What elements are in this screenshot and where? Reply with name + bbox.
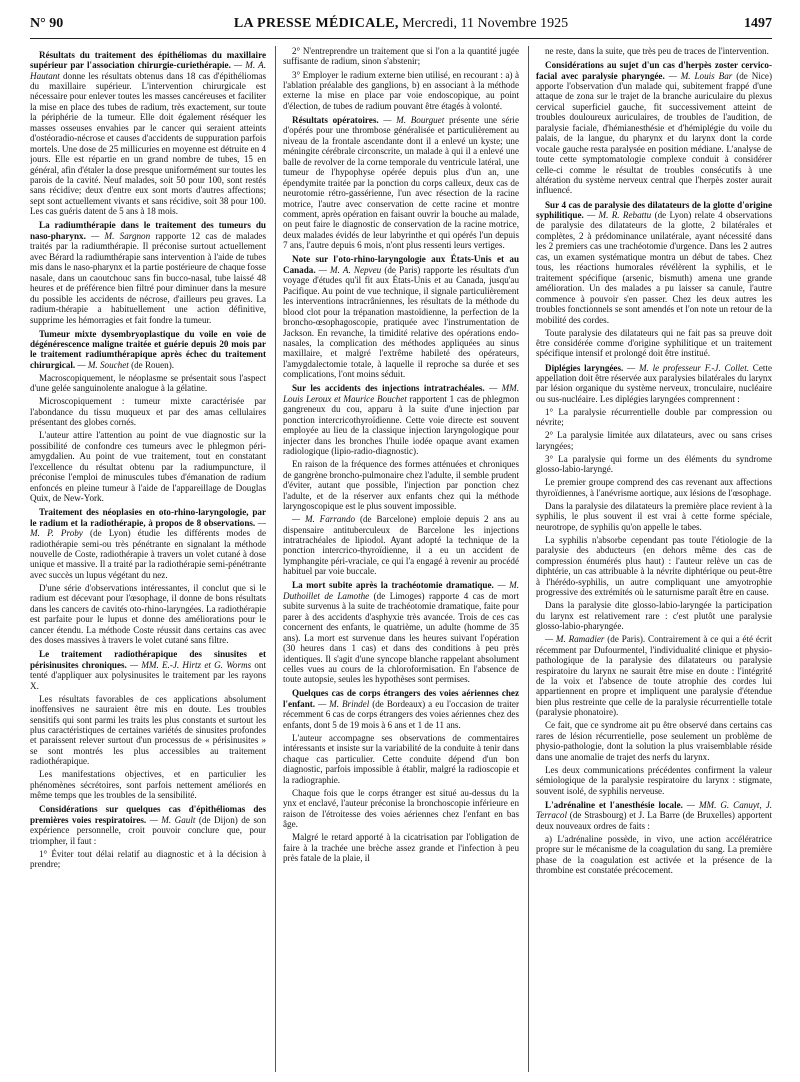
paragraph	[536, 834, 772, 876]
author-name: — M. Louis Bar	[668, 70, 733, 81]
paragraph-text: (de Strasbourg) et J. La Barre (de Bruxelles) apportent deux nouveaux ordres de faits :	[536, 810, 772, 831]
paragraph-text: (de Lyon) étudie les différents modes de radiothérapie semi-ou très pénétrante en signalant la méthode nouvelle de Coste, radiothérapie à travers un volet cutané à dose unique et massive. Il a traité par la radiothérapie semi-pénétrante avec succès un lupus végétant du nez.	[30, 528, 266, 580]
section-title: La mort subite après la trachéotomie dramatique.	[292, 580, 494, 591]
paragraph-text: Le premier groupe comprend des cas revenant aux affections thyroïdiennes, à l'anévrisme aortique, aux lésions de l'œsophage.	[536, 477, 772, 498]
paragraph	[536, 407, 772, 428]
section-paragraph	[30, 50, 266, 217]
section-paragraph	[536, 200, 772, 325]
paragraph-text: Les deux communications précédentes confirment la valeur sémiologique de la paralysie respiratoire du larynx : stigmate, souvent isolé, de syphilis nerveuse.	[536, 764, 772, 796]
paragraph-text: Les manifestations objectives, et en particulier les phénomènes sécrétoires, sont parfois nettement améliorés en même temps que les troubles de la sensibilité.	[30, 769, 266, 801]
author-name: — M. Bourguet	[383, 114, 445, 125]
paragraph-text: En raison de la fréquence des formes atténuées et chroniques de gangrène broncho-pulmonaire chez l'adulte, il semble prudent d'éviter, autant que possible, l'injection par ponction chez l'adulte, et de la réserver aux enfants chez qui la méthode laryngoscopique est le plus souvent impossible.	[283, 459, 519, 511]
section-title: Le traitement radiothérapique des sinusites et périsinusites chroniques.	[30, 649, 266, 670]
paragraph	[30, 694, 266, 767]
paragraph-text: Microscopiquement : tumeur mixte caractérisée par l'abondance du tissu muqueux et par des amas cellulaires présentant des globes cornés.	[30, 396, 266, 428]
section-title: Considérations sur quelques cas d'épithéliomas des premières voies respiratoires.	[30, 804, 266, 825]
paragraph-text: Toute paralysie des dilatateurs qui ne fait pas sa preuve doit être considérée comme d'origine syphilitique et un traitement spécifique intensif et prolongé doit être institué.	[536, 327, 772, 359]
paragraph-text: (de Rouen).	[131, 359, 174, 370]
paragraph-text: (de Bordeaux) a eu l'occasion de traiter récemment 6 cas de corps étrangers des voies aériennes chez des enfants, dont 5 de 19 mois à 6 ans et 1 de 11 ans.	[283, 698, 519, 730]
paragraph-text: Macroscopiquement, le néoplasme se présentait sous l'aspect d'une gelée sanguinolente analogue à la gélatine.	[30, 372, 266, 394]
section-title: Tumeur mixte dysembryoplastique du voile en voie de dégénérescence maligne traitée et guérie depuis 20 mois par le traitement radiumthérapique après échec du traitement chirurgical.	[30, 328, 266, 370]
paragraph-text: (de Paris). Contrairement à ce qui a été écrit récemment par Dufourmentel, l'individualité clinique et physio-pathologique de la paralysie des dilatateurs ou paralysie respiratoire du larynx ne saurait être mise en doute : l'intégrité de la voix et l'absence de toute atrophie des cordes lui appartiennent en propre et impliquent une paralysie d'étendue bien plus restreinte que celle de la paralysie récurrentielle totale (paralysie phonatoire).	[536, 634, 772, 718]
paragraph	[536, 600, 772, 631]
section-paragraph	[30, 649, 266, 691]
paragraph-text: Dans la paralysie des dilatateurs la première place revient à la syphilis, le plus souvent il est vrai à cette forme spéciale, neurotrope, de syphilis qu'on appelle le tabes.	[536, 500, 772, 532]
author-name: — M. Souchet	[77, 359, 129, 370]
author-name: — M. Duthoillet de Lamothe	[283, 580, 519, 601]
column-1	[30, 46, 266, 1072]
section-paragraph	[30, 507, 266, 580]
paragraph-text: 3° La paralysie qui forme un des éléments du syndrome glosso-labio-laryngé.	[536, 453, 772, 475]
paragraph-text: (de Lyon) relate 4 observations de paralysie des dilatateurs de la glotte, 2 bilatérales et complètes, 2 à prédominance unilatérale, ayant nécessité dans les 2 premiers cas une trachéotomie d'urgence. Dans les 2 autres cas, un examen systématique montra un début de tabes. Chez tous, les réactions humorales révélèrent la syphilis, et le traitement spécifique (arsenic, bismuth) amena une grande amélioration. Un des malades a pu laisser sa canule, l'autre commence à pouvoir s'en passer. Chez les deux autres les troubles fonctionnels se sont amendés et l'on note un retour de la mobilité des cordes.	[536, 209, 772, 325]
paragraph-text: Ce fait, que ce syndrome ait pu être observé dans certains cas rares de lésion récurrentielle, pose seulement un problème de physio-pathologie, dont la solution la plus vraisemblable réside dans une anomalie de trajet des nerfs du larynx.	[536, 720, 772, 762]
section-paragraph	[536, 363, 772, 405]
paragraph	[283, 459, 519, 511]
paragraph	[536, 765, 772, 796]
paragraph	[30, 373, 266, 394]
paragraph-text: rapporte 12 cas de malades traités par la radiumthérapie. Il préconise surtout actuellement avec Bérard la radiumthérapie sans intervention à l'aide de tubes mis dans le naso-pharynx et la partie postérieure de chaque fosse nasale, dans un caoutchouc sans fin bucco-nasal, tube laissé 48 heures et de préférence bien filtré pour diminuer dans la mesure du possible les accidents de nécrose, d'ailleurs peu graves. La radium-thérapie a habituellement une action définitive, supprime les hémorragies et fait fondre la tumeur.	[30, 230, 266, 325]
section-title: Résultats opératoires.	[292, 114, 379, 125]
page-number-right: 1497	[744, 16, 772, 31]
paragraph-text: (de Dijon) de son expérience personnelle, croit pouvoir conclure que, pour triompher, il faut :	[30, 814, 266, 846]
section-title: L'adrénaline et l'anesthésie locale.	[545, 799, 683, 810]
author-name: — M. le professeur F.-J. Collet.	[627, 362, 750, 373]
section-paragraph	[283, 688, 519, 730]
author-name: — MM. E.-J. Hirtz et G. Worms	[130, 659, 252, 670]
section-title: Diplégies laryngées.	[545, 362, 624, 373]
paragraph-text: 2° N'entreprendre un traitement que si l'on a la quantité jugée suffisante de radium, sinon s'abstenir;	[283, 46, 519, 67]
paragraph-text: (de Barcelone) emploie depuis 2 ans au dispensaire antituberculeux de Barcelone les injections intratrachéales de lipiodol. Ayant adopté la technique de la ponction intercrico-thyroïdienne, il a eu un accident de lymphangite péri-vraciale, ce qui l'a engagé à revenir au procédé habituel par voie buccale.	[283, 514, 519, 577]
author-name: — M. A. Hautant	[30, 60, 266, 81]
section-paragraph	[30, 329, 266, 371]
section-title: Résultats du traitement des épithéliomas du maxillaire supérieur par l'association chirurgie-curiethérapie.	[30, 49, 266, 71]
paragraph-text: donne les résultats obtenus dans 18 cas d'épithéliomas du maxillaire supérieur. L'intervention chirurgicale est nécessaire pour enlever toutes les masses cancéreuses et faciliter la mise en place des tubes de radium, très exactement, sur toute la périphérie de la tumeur. Elle doit également réséquer les masses osseuses envahies par le cancer qui seraient atteints d'ostéoradio-nécrose et causes d'accidents de suppuration parfois mortels. Une dose de 25 millicuries en moyenne est détruite en 4 jours. Elle est répartie en un grand nombre de tubes, 15 en général, afin d'étaler la dose presque uniformément sur toutes les parois de la cavité. Neuf malades, soit 50 pour 100, sont restés sans récidive; deux d'entre eux sont morts d'autres affections; sept sont actuellement vivants et sans récidive, soit 38 pour 100. Les cas guéris datent de 5 ans à 18 mois.	[30, 70, 266, 217]
paragraph-text: D'une série d'observations intéressantes, il conclut que si le radium est décevant pour l'œsophage, il donne de bons résultats dans les cancers de cavités oto-rhino-laryngées. La radiothérapie est parfaite pour le lupus et donne des améliorations pour le cancer étendu. La méthode Coste réussit dans certains cas avec des doses massives à travers le volet cutané sans filtre.	[30, 582, 266, 646]
paragraph	[30, 430, 266, 503]
section-paragraph	[30, 804, 266, 846]
paragraph	[536, 634, 772, 718]
paragraph	[30, 849, 266, 870]
paragraph-text: 3° Employer le radium externe bien utilisé, en recourant : a) à l'ablation préalable des ganglions, b) en associant à la méthode externe la mise en place par voie endoscopique, au point d'élection, de tubes de radium pouvant être étagés à volonté.	[283, 69, 519, 111]
text-columns	[30, 46, 772, 1072]
paragraph-text: (de Limoges) rapporte 4 cas de mort subite survenus à la suite de trachéotomie dramatique, faite pour parer à des accidents d'asphyxie très avancée. Trois de ces cas concernent des enfants, le quatrième, un adulte (homme de 35 ans). La mort est survenue dans les heures suivant l'opération (30 heures dans 1 cas) et dans des conditions à peu près identiques. Il s'agit d'une syncope blanche rappelant absolument celles vues au cours de la chloroformisation. En l'absence de toute autopsie, seules les hypothèses sont permises.	[283, 590, 519, 685]
section-paragraph	[536, 800, 772, 831]
paragraph	[536, 477, 772, 498]
author-name: — MM. G. Canuyt, J. Terracol	[536, 799, 772, 821]
column-divider	[528, 46, 529, 1072]
paragraph	[536, 501, 772, 532]
paragraph	[536, 430, 772, 451]
author-name: — M. Brindel	[318, 698, 370, 709]
author-name: — M. P. Proby	[30, 517, 266, 539]
section-paragraph	[283, 254, 519, 379]
paragraph-text: Dans la paralysie dite glosso-labio-laryngée la participation du larynx est relativement rare : c'est plutôt une paralysie glosso-labio-pharyngée.	[536, 600, 772, 632]
paragraph	[283, 70, 519, 112]
paragraph-text: Les résultats favorables de ces applications absolument inoffensives ne sauraient être mis en doute. Les troubles sensitifs qui sont parmi les traits les plus constants et surtout les plus caractéristiques de certaines variétés de sinusites profondes et paraissent relever surtout d'un processus de « périsinusites » se sont montrés les plus accessibles au traitement radiothérapique.	[30, 693, 266, 767]
paragraph-text: 1° Éviter tout délai relatif au diagnostic et à la décision à prendre;	[30, 848, 266, 870]
journal-name: LA PRESSE MÉDICALE,	[233, 16, 399, 31]
paragraph-text: (de Paris) rapporte les résultats d'un voyage d'études qu'il fit aux États-Unis et au Canada, jusqu'au Pacifique. Au point de vue technique, il signale particulièrement les interventions intracrâniennes, les résultats de la méthode du blood clot pour la trépanation mastoïdienne, la perfection de la broncho-œsophagoscopie, pratiquée avec l'instrumentation de Jackson. En revanche, la timidité relative des opérations endo-nasales, la complication des méthodes appliquées au sinus maxillaire, et malgré l'extrême habileté des opérateurs, l'amygdalectomie totale, à laquelle il reproche sa durée et ses complications, l'ont moins séduit.	[283, 264, 519, 380]
paragraph-text: ont tenté d'appliquer aux polysinusites le traitement par les rayons X.	[30, 659, 266, 691]
section-title: Note sur l'oto-rhino-laryngologie aux États-Unis et au Canada.	[283, 254, 519, 275]
paragraph	[283, 788, 519, 830]
paragraph	[536, 535, 772, 598]
paragraph	[30, 583, 266, 646]
author-name: — M. Sargnon	[91, 230, 151, 241]
paragraph-text: a) L'adrénaline possède, in vivo, une action accélératrice propre sur le mécanisme de la coagulation du sang. La première phase de la coagulation est activée et la présence de la thrombine est constatée précocement.	[536, 833, 772, 876]
paragraph-text: L'auteur attire l'attention au point de vue diagnostic sur la possibilité de confondre ces tumeurs avec le phlegmon péri-amygdalien. Au point de vue traitement, tout en constatant l'excellence du résultat obtenu par la radiumpuncture, il préconise l'emploi de minuscules tubes d'émanation de radium enfoncés en pleine tumeur à l'aide de l'appareillage de Douglas Quix, de New-York.	[30, 430, 266, 504]
section-title: Considérations au sujet d'un cas d'herpès zoster cervico-facial avec paralysie pharyngée.	[536, 60, 772, 81]
author-name: — M. A. Nepveu	[318, 264, 382, 275]
paragraph	[30, 396, 266, 427]
paragraph	[536, 720, 772, 762]
author-name: — M. R. Rebattu	[587, 209, 652, 220]
section-paragraph	[283, 383, 519, 456]
paragraph-text: Chaque fois que le corps étranger est situé au-dessus du la ynx et enclavé, l'auteur préconise la bronchoscopie inférieure en raison de l'étroitesse des voies aériennes chez l'enfant en bas âge.	[283, 787, 519, 830]
page-number-left: N° 90	[30, 16, 64, 31]
section-paragraph	[283, 115, 519, 251]
paragraph	[536, 454, 772, 475]
running-title	[30, 16, 772, 32]
paragraph-text: 1° La paralysie récurrentielle double par compression ou névrite;	[536, 406, 772, 428]
paragraph-text: rapportent 1 cas de phlegmon gangreneux du cou, apparu à la suite d'une injection par ponction intercricothyroïdienne. Cette voie directe est souvent employée au lieu de la classique injection laryngologique pour injecter dans les bronches l'huile iodée opaque avant examen radiologique (lipio-radio-diagnostic).	[283, 393, 519, 457]
section-title: Traitement des néoplasies en oto-rhino-laryngologie, par le radium et la radiothérapie, à propos de 8 observations.	[30, 507, 266, 528]
paragraph	[283, 832, 519, 863]
paragraph-text: Cette appellation doit être réservée aux paralysies bilatérales du larynx par lésion organique du système nerveux, tronculaire, nucléaire ou sus-nucléaire. Les diplégies laryngées comprennent :	[536, 362, 772, 404]
section-paragraph	[536, 60, 772, 196]
paragraph	[536, 46, 772, 56]
section-title: Quelques cas de corps étrangers des voies aériennes chez l'enfant.	[283, 688, 519, 709]
section-title: Sur 4 cas de paralysie des dilatateurs de la glotte d'origine syphilitique.	[536, 199, 772, 220]
section-paragraph	[30, 220, 266, 325]
column-3	[536, 46, 772, 1072]
paragraph	[30, 769, 266, 800]
paragraph	[283, 733, 519, 785]
page-header	[30, 12, 772, 39]
paragraph	[536, 328, 772, 359]
author-name: — M. Gault	[149, 814, 196, 825]
column-2	[283, 46, 519, 1072]
issue-date: Mercredi, 11 Novembre 1925	[398, 16, 569, 31]
paragraph-text: L'auteur accompagne ses observations de commentaires intéressants et insiste sur la variabilité de la conduite à tenir dans chaque cas particulier. Cette conduite dépend d'un bon diagnostic, parfois impossible à établir, malgré la radioscopie et la radiographie.	[283, 732, 519, 785]
author-name: — M. Ramadier	[545, 634, 605, 645]
paragraph-text: La syphilis n'absorbe cependant pas toute l'étiologie de la paralysie des abducteurs (en dehors même des cas de compression énumérés plus haut) : l'auteur relève un cas de diphtérie, un cas attribuable à la névrite diphtérique ou peut-être à l'hérédo-syphilis, un autre compliquant une amyotrophie progressive des extrémités où le saturnisme paraît être en cause.	[536, 534, 772, 598]
paragraph-text: (de Nice) apporte l'observation d'un malade qui, subitement frappé d'une attaque de zona sur le trajet de la branche auriculaire du plexus cervical superficiel gauche, fit successivement atteint de troubles douloureux auriculaires, de troubles de l'audition, de paralysie faciale, d'hémianesthésie et d'hémiplégie du voile du palais, de la langue, du pharynx et du larynx dont la corde vocale gauche resta paralysée en position médiane. L'analyse de toute cette symptomatologie complexe conduit à considérer celle-ci comme le résultat de troubles consécutifs à une altération du système nerveux central que l'herpès zoster aurait influencé.	[536, 70, 772, 196]
author-name: — M. Farrando	[292, 514, 356, 525]
column-divider	[275, 46, 276, 1072]
paragraph	[283, 46, 519, 67]
paragraph-text: ne reste, dans la suite, que très peu de traces de l'intervention.	[545, 46, 769, 56]
paragraph-text: Malgré le retard apporté à la cicatrisation par l'obligation de faire à la trachée une brèche assez grande et l'infection à peu près fatale de la plaie, il	[283, 832, 519, 864]
author-name: — MM. Louis Leroux et Maurice Bouchet	[283, 383, 519, 404]
paragraph	[283, 514, 519, 577]
section-paragraph	[283, 580, 519, 685]
section-title: La radiumthérapie dans le traitement des tumeurs du naso-pharynx.	[30, 220, 266, 241]
section-title: Sur les accidents des injections intratrachéales.	[292, 383, 485, 394]
paragraph-text: présente une série d'opérés pour une thrombose généralisée et particulièrement au niveau de la frontale ascendante dont il a enlevé un kyste; une méningite cérébrale circonscrite, un malade à qui il a enlevé une balle de revolver de la corne temporale du ventricule latéral, une tumeur de l'hypophyse opérée depuis plus d'un an, une épendymite traitée par la ponction du corps calleux, deux cas de neurotomie rétro-gassérienne, l'un avec résection de la racine motrice, l'autre avec conservation de cette racine et montre comment, après opération en faisant ouvrir la bouche au malade, on peut faire le diagnostic de conservation de la racine motrice, deux malades évidés de leur labyrinthe et qui opérés l'un depuis 7 ans, l'autre depuis 6 mois, n'ont plus ressenti leurs vertiges.	[283, 114, 519, 251]
paragraph-text: 2° La paralysie limitée aux dilatateurs, avec ou sans crises laryngées;	[536, 430, 772, 451]
